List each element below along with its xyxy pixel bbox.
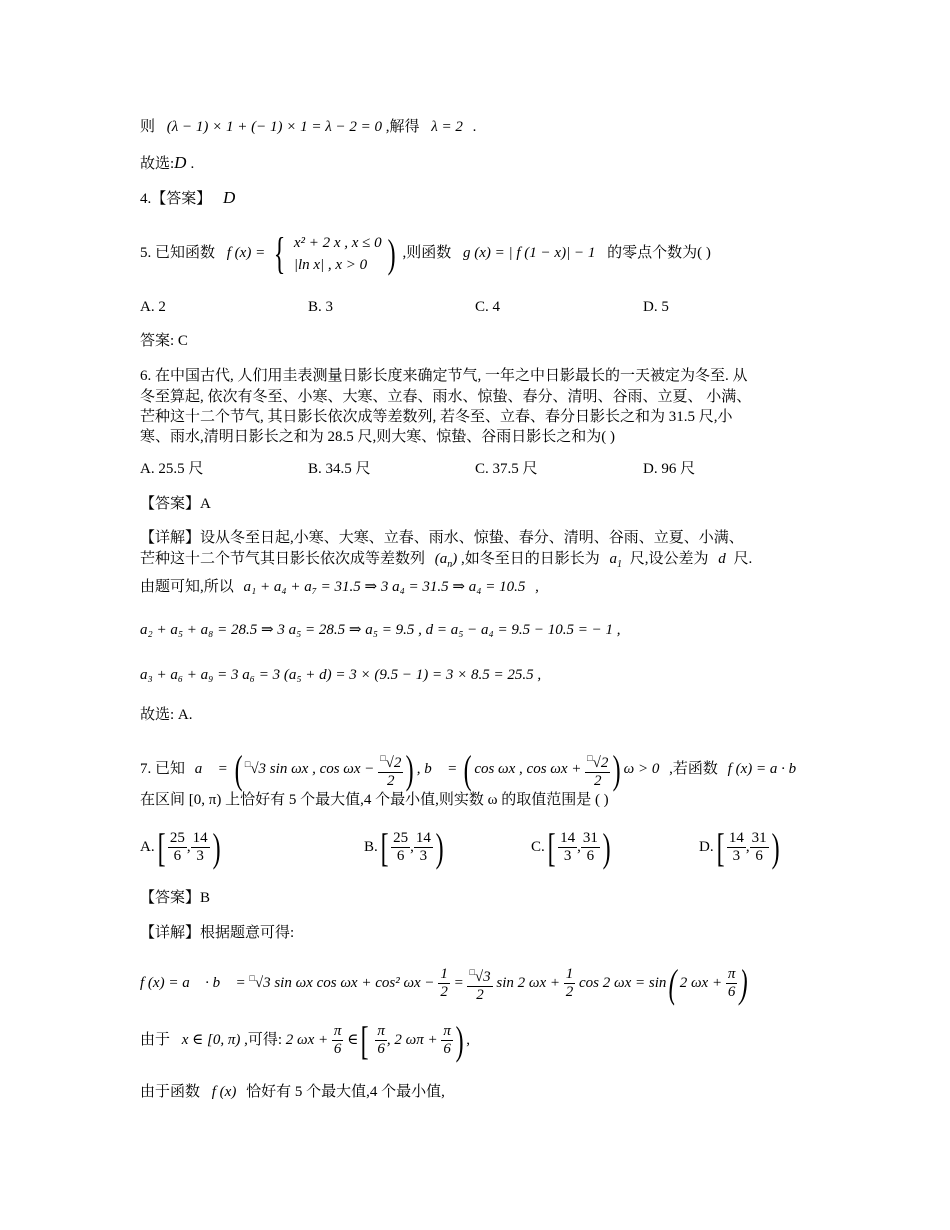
math: D — [223, 188, 236, 207]
text: 的零点个数为( ) — [607, 245, 711, 261]
text: 由题可知,所以 — [140, 579, 234, 595]
q6-answer: 【答案】A — [140, 496, 211, 512]
frac: $\frac{^□√2}{2}$ — [378, 750, 403, 790]
q6-line-4: 寒、雨水,清明日影长之和为 28.5 尺,则大寒、惊蛰、谷雨日影长之和为( ) — [140, 429, 615, 445]
q6-line-2: 冬至算起, 依次有冬至、小寒、大寒、立春、雨水、惊蛰、春分、清明、谷雨、立夏、 小满、 — [140, 389, 752, 405]
text: 尺. — [733, 551, 753, 567]
text: ,如冬至日的日影长为 — [461, 551, 600, 567]
text: 5. 已知函数 — [140, 245, 216, 261]
q7-detail-1: 【详解】根据题意可得: — [140, 925, 295, 941]
brace: { — [273, 228, 286, 278]
q6-option-a: A. 25.5 尺 — [140, 461, 204, 477]
text: 7. 已知 — [140, 761, 186, 777]
text: ,解得 — [385, 119, 420, 135]
math: (λ − 1) × 1 + (− 1) × 1 = λ − 2 = 0 — [166, 119, 382, 135]
omega-cond: ω > 0 — [623, 761, 660, 777]
q6-detail-1: 【详解】设从冬至日起,小寒、大寒、立春、雨水、惊蛰、春分、清明、谷雨、立夏、小满、 — [140, 530, 744, 546]
question-5 — [140, 226, 711, 280]
q6-detail-2 — [140, 549, 752, 575]
q6-option-b: B. 34.5 尺 — [308, 461, 371, 477]
math: f (x) = a · b — [727, 761, 797, 777]
q6-detail-4: a₂ + a₅ + a₈ = 28.5 ⇒ 3 a₅ = 28.5 ⇒ a₅ = 9.5 , d = a₅ − a₄ = 9.5 − 10.5 = − 1 , — [140, 622, 621, 638]
q7-detail-3: 由于 x ∈ [0, π) ,可得: 2 ωx + $\frac{\pi}{6}$ ∈[ $\frac{\pi}{6}$ , 2 ωπ + $\frac{\pi}{6}$ ) , — [140, 1017, 470, 1063]
text: 由于 — [140, 1032, 171, 1048]
q5-option-d: D. 5 — [643, 299, 669, 315]
case-1: x² + 2 x , x ≤ 0 — [293, 234, 382, 251]
frac: $\frac{^□√2}{2}$ — [585, 750, 610, 790]
line-lambda — [140, 117, 476, 137]
q7-detail-4 — [140, 1082, 445, 1102]
bracket: ) — [388, 230, 397, 276]
q7-option-c: C.[ $\frac{14}{3}$ , $\frac{31}{6}$ ) — [531, 824, 611, 870]
text: 芒种这十二个节气其日影长依次成等差数列 — [140, 551, 426, 567]
text: 由于函数 — [140, 1084, 201, 1100]
text: ,则函数 — [402, 245, 452, 261]
line-answer-4 — [140, 188, 235, 209]
math: λ = 2 — [431, 119, 463, 135]
q7-option-b: B.[ $\frac{25}{6}$ , $\frac{14}{3}$ ) — [364, 824, 444, 870]
q6-line-3: 芒种这十二个节气, 其日影长依次成等差数列, 若冬至、立春、春分日影长之和为 31.5 尺,小 — [140, 409, 733, 425]
math: g (x) = | f (1 − x)| − 1 — [463, 245, 596, 261]
a-comp: □√3 sin ωx , cos ωx − — [244, 759, 375, 777]
math: d — [718, 551, 726, 567]
vector-a: a⃗ = — [194, 761, 228, 777]
text: 4.【答案】 — [140, 191, 212, 207]
q7-line-2: 在区间 [0, π) 上恰好有 5 个最大值,4 个最小值,则实数 ω 的取值范围是 ( ) — [140, 792, 609, 808]
bracket: ) — [613, 746, 622, 792]
case-2: |ln x| , x > 0 — [293, 256, 368, 273]
sequence: $(a_n)$ — [434, 551, 458, 570]
math: a₁ + a₄ + a₇ = 31.5 ⇒ 3 a₄ = 31.5 ⇒ a₄ = 10.5 — [243, 579, 526, 595]
q7-option-a: A.[ $\frac{25}{6}$ , $\frac{14}{3}$ ) — [140, 824, 221, 870]
line-choose-d — [140, 153, 194, 174]
text: , — [535, 579, 539, 595]
bracket: ) — [406, 746, 415, 792]
q5-option-c: C. 4 — [475, 299, 501, 315]
math: f (x) — [211, 1084, 237, 1100]
q7-answer: 【答案】B — [140, 890, 211, 906]
piecewise — [294, 232, 382, 276]
q5-option-b: B. 3 — [308, 299, 334, 315]
q7-option-d: D.[ $\frac{14}{3}$ , $\frac{31}{6}$ ) — [699, 824, 780, 870]
vector-b: , b⃗ = — [416, 761, 458, 777]
question-7 — [140, 742, 796, 791]
b-comp: cos ωx , cos ωx + — [474, 761, 582, 777]
q6-option-c: C. 37.5 尺 — [475, 461, 538, 477]
q7-detail-2: f (x) = a⃗ · b⃗ = □√3 sin ωx cos ωx + cos² ωx − $\frac{1}{2}$ = $\frac{^□√3}{2}$ sin 2 ωx + $\frac{1}{2}$ cos 2 ωx = sin( 2 ωx + $\frac{\pi}{6}$ ) — [140, 960, 749, 1006]
q5-answer: 答案: C — [140, 333, 188, 349]
text: 则 — [140, 119, 156, 135]
q6-detail-6: 故选: A. — [140, 707, 193, 723]
text: ,若函数 — [669, 761, 718, 777]
a1: $a_1$ — [609, 551, 623, 570]
math: D — [174, 153, 187, 172]
q6-option-d: D. 96 尺 — [643, 461, 696, 477]
q6-detail-3 — [140, 577, 539, 597]
math: x ∈ [0, π) — [181, 1032, 241, 1048]
bracket: ( — [463, 746, 472, 792]
q5-option-a: A. 2 — [140, 299, 166, 315]
text: . — [472, 119, 477, 135]
text: 故选: — [140, 156, 175, 172]
bracket: ( — [234, 746, 243, 792]
math: f (x) = — [226, 245, 266, 261]
q6-detail-5: a₃ + a₆ + a₉ = 3 a₆ = 3 (a₅ + d) = 3 × (9.5 − 1) = 3 × 8.5 = 25.5 , — [140, 667, 542, 683]
text: 恰好有 5 个最大值,4 个最小值, — [246, 1084, 445, 1100]
text: ,可得: — [244, 1032, 283, 1048]
text: . — [190, 156, 195, 172]
q6-line-1: 6. 在中国古代, 人们用圭表测量日影长度来确定节气, 一年之中日影最长的一天被定为冬至. 从 — [140, 368, 748, 384]
text: 尺,设公差为 — [629, 551, 709, 567]
